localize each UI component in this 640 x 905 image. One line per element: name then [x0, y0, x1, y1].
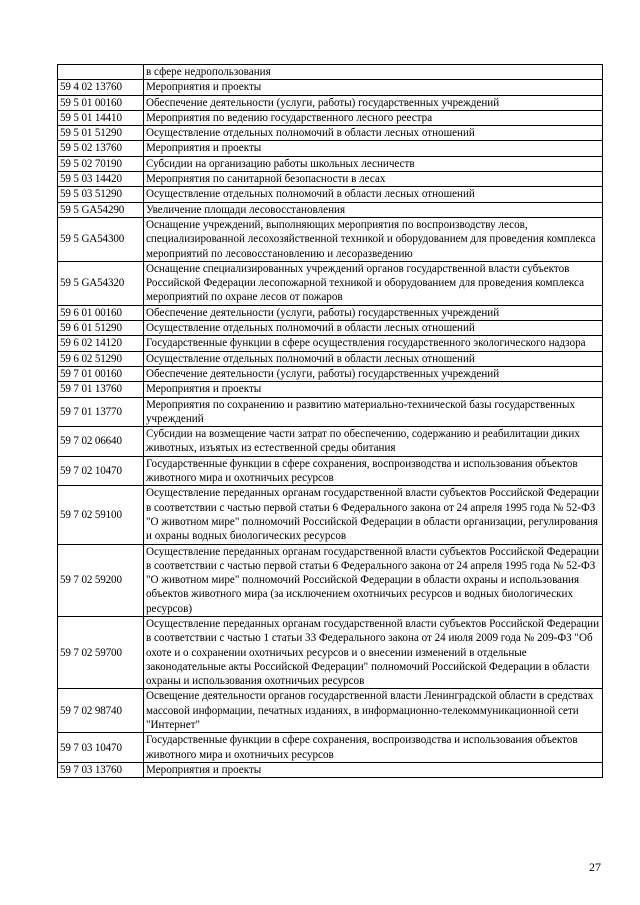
target-article-name: Мероприятия и проекты: [144, 382, 603, 397]
table-row: [58, 762, 603, 777]
target-article-name: Освещение деятельности органов государственной власти Ленинградской области в средствах массовой информации, печатных изданиях, в информационно-телекоммуникационной сети "Интернет": [144, 689, 603, 733]
table-row: [58, 217, 603, 261]
table-row: [58, 486, 603, 544]
table-row: [58, 95, 603, 110]
target-article-code: 59 7 02 06640: [58, 427, 144, 457]
table-row: [58, 351, 603, 366]
target-article-name: Государственные функции в сфере сохранения, воспроизводства и использования объектов животного мира и охотничьих ресурсов: [144, 733, 603, 763]
target-article-name: Осуществление отдельных полномочий в области лесных отношений: [144, 126, 603, 141]
target-article-code: 59 4 02 13760: [58, 80, 144, 95]
target-article-code: 59 6 02 14120: [58, 336, 144, 351]
target-article-name: Обеспечение деятельности (услуги, работы) государственных учреждений: [144, 366, 603, 381]
target-article-name: Осуществление отдельных полномочий в области лесных отношений: [144, 351, 603, 366]
target-article-name: Обеспечение деятельности (услуги, работы) государственных учреждений: [144, 305, 603, 320]
target-article-code: 59 5 02 13760: [58, 141, 144, 156]
target-article-code: 59 5 GA54320: [58, 261, 144, 305]
table-row: [58, 110, 603, 125]
target-article-name: Государственные функции в сфере сохранения, воспроизводства и использования объектов животного мира и охотничьих ресурсов: [144, 456, 603, 486]
target-article-name: Мероприятия по ведению государственного лесного реестра: [144, 110, 603, 125]
table-row: [58, 397, 603, 427]
target-article-code: 59 7 02 10470: [58, 456, 144, 486]
table-body: [58, 65, 603, 778]
target-article-name: Осуществление отдельных полномочий в области лесных отношений: [144, 187, 603, 202]
target-article-name: Осуществление переданных органам государственной власти субъектов Российской Федерации в соответствии с частью первой статьи 6 Федерального закона от 24 апреля 1995 года № 52-ФЗ "О животном мире" полномочий Российской Федерации в области охраны и использования объектов животного мира (за исключением охотничьих ресурсов и водных биологических ресурсов): [144, 544, 603, 616]
target-article-name: Осуществление отдельных полномочий в области лесных отношений: [144, 321, 603, 336]
table-row: [58, 305, 603, 320]
target-article-code: 59 5 01 00160: [58, 95, 144, 110]
target-article-code: 59 7 01 13770: [58, 397, 144, 427]
target-article-code: 59 7 02 59200: [58, 544, 144, 616]
target-article-name: Увеличение площади лесовосстановления: [144, 202, 603, 217]
table-row: [58, 616, 603, 688]
target-article-name: Оснащение специализированных учреждений органов государственной власти субъектов Российской Федерации лесопожарной техникой и оборудованием для проведения комплекса мероприятий по охране лесов от пожаров: [144, 261, 603, 305]
table-row: [58, 366, 603, 381]
target-article-code: 59 6 02 51290: [58, 351, 144, 366]
target-article-code: 59 5 03 51290: [58, 187, 144, 202]
target-article-name: Осуществление переданных органам государственной власти субъектов Российской Федерации в соответствии с частью 1 статьи 33 Федерального закона от 24 июля 2009 года № 209-ФЗ "Об охоте и о сохранении охотничьих ресурсов и о внесении изменений в отдельные законодательные акты Российской Федерации" полномочий Российской Федерации в области охраны и использования охотничьих ресурсов: [144, 616, 603, 688]
table-row: [58, 689, 603, 733]
target-article-code: 59 5 GA54290: [58, 202, 144, 217]
table-row: [58, 261, 603, 305]
target-article-code: 59 5 03 14420: [58, 172, 144, 187]
target-article-name: Государственные функции в сфере осуществления государственного экологического надзора: [144, 336, 603, 351]
target-article-name: Мероприятия и проекты: [144, 80, 603, 95]
budget-classification-table: [57, 64, 603, 778]
target-article-code: 59 7 02 59100: [58, 486, 144, 544]
target-article-code: 59 7 01 00160: [58, 366, 144, 381]
target-article-code: 59 7 02 59700: [58, 616, 144, 688]
target-article-code: 59 7 01 13760: [58, 382, 144, 397]
target-article-name: Мероприятия по сохранению и развитию материально-технической базы государственных учреждений: [144, 397, 603, 427]
table-row: [58, 321, 603, 336]
table-row: [58, 141, 603, 156]
target-article-name: Субсидии на организацию работы школьных лесничеств: [144, 156, 603, 171]
target-article-code: 59 6 01 51290: [58, 321, 144, 336]
table-row: [58, 456, 603, 486]
target-article-name: Субсидии на возмещение части затрат по обеспечению, содержанию и реабилитации диких животных, изъятых из естественной среды обитания: [144, 427, 603, 457]
table-row: [58, 382, 603, 397]
table-row: [58, 156, 603, 171]
target-article-name: в сфере недропользования: [144, 65, 603, 80]
table-row: [58, 65, 603, 80]
target-article-name: Мероприятия и проекты: [144, 762, 603, 777]
table-row: [58, 544, 603, 616]
target-article-code: 59 5 01 51290: [58, 126, 144, 141]
table-row: [58, 126, 603, 141]
target-article-name: Мероприятия по санитарной безопасности в лесах: [144, 172, 603, 187]
table-row: [58, 172, 603, 187]
table-row: [58, 80, 603, 95]
table-row: [58, 336, 603, 351]
target-article-code: 59 6 01 00160: [58, 305, 144, 320]
target-article-name: Осуществление переданных органам государственной власти субъектов Российской Федерации в соответствии с частью первой статьи 6 Федерального закона от 24 апреля 1995 года № 52-ФЗ "О животном мире" полномочий Российской Федерации в области организации, регулирования и охраны водных биологических ресурсов: [144, 486, 603, 544]
target-article-name: Обеспечение деятельности (услуги, работы) государственных учреждений: [144, 95, 603, 110]
target-article-name: Оснащение учреждений, выполняющих мероприятия по воспроизводству лесов, специализированной лесохозяйственной техникой и оборудованием для проведения комплекса мероприятий по лесовосстановлению и лесоразведению: [144, 217, 603, 261]
target-article-code: 59 5 01 14410: [58, 110, 144, 125]
target-article-code: 59 7 03 13760: [58, 762, 144, 777]
table-row: [58, 202, 603, 217]
target-article-code: 59 5 02 70190: [58, 156, 144, 171]
table-row: [58, 427, 603, 457]
page-number: 27: [589, 860, 601, 874]
target-article-code: [58, 65, 144, 80]
table-row: [58, 733, 603, 763]
target-article-name: Мероприятия и проекты: [144, 141, 603, 156]
target-article-code: 59 7 03 10470: [58, 733, 144, 763]
target-article-code: 59 5 GA54300: [58, 217, 144, 261]
target-article-code: 59 7 02 98740: [58, 689, 144, 733]
table-row: [58, 187, 603, 202]
